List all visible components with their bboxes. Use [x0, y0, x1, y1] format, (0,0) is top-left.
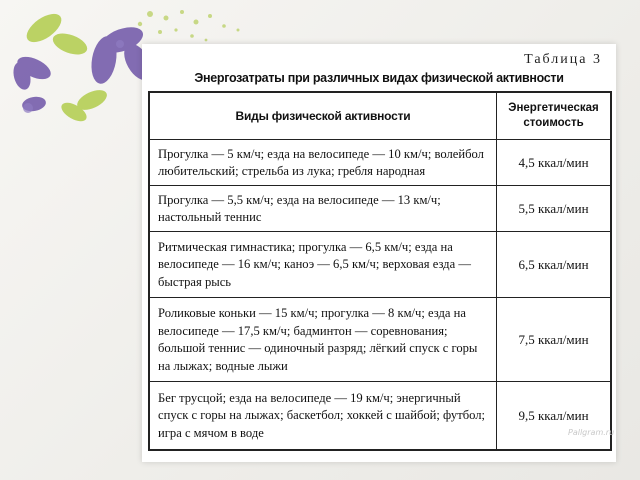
- activity-cell: Прогулка — 5,5 км/ч; езда на велосипеде — 13 км/ч; настольный теннис: [150, 186, 497, 231]
- table-row: [150, 297, 610, 381]
- table-number: Таблица 3: [524, 52, 602, 67]
- energy-table: [148, 91, 615, 451]
- activity-cell: Ритмическая гимнастика; прогулка — 6,5 км/ч; езда на велосипеде — 16 км/ч; каноэ — 6,5 км/ч; верховая езда — быстрая рысь: [150, 232, 497, 297]
- watermark: Pallgram.ru: [568, 428, 615, 437]
- table-row: [150, 231, 610, 297]
- document-page: [142, 44, 616, 462]
- cost-cell: 4,5 ккал/мин: [518, 154, 589, 170]
- activity-cell: Прогулка — 5 км/ч; езда на велосипеде — 10 км/ч; волейбол любительский; стрельба из лука; гребля народная: [150, 140, 497, 185]
- table-title: Энергозатраты при различных видах физической активности: [194, 71, 564, 85]
- header-cost: Энергетическая стоимость: [508, 102, 599, 129]
- activity-cell: Роликовые коньки — 15 км/ч; прогулка — 8 км/ч; езда на велосипеде — 17,5 км/ч; бадминтон — соревнования; большой теннис — одиночный разряд; лёгкий спуск с горы на лыжах; водные лыжи: [150, 298, 497, 381]
- table-header-row: [150, 93, 610, 139]
- table-row: [150, 381, 610, 449]
- cost-cell: 7,5 ккал/мин: [518, 331, 589, 347]
- cost-cell: 9,5 ккал/мин: [518, 407, 589, 423]
- table-row: [150, 185, 610, 231]
- cost-cell: 5,5 ккал/мин: [518, 200, 589, 216]
- header-activity: Виды физической активности: [150, 93, 497, 139]
- activity-cell: Бег трусцой; езда на велосипеде — 19 км/ч; энергичный спуск с горы на лыжах; баскетбол; хоккей с шайбой; футбол; игра с мячом в воде: [150, 382, 497, 449]
- dots-decoration-icon: [138, 10, 240, 41]
- cost-cell: 6,5 ккал/мин: [518, 256, 589, 272]
- table-row: [150, 139, 610, 185]
